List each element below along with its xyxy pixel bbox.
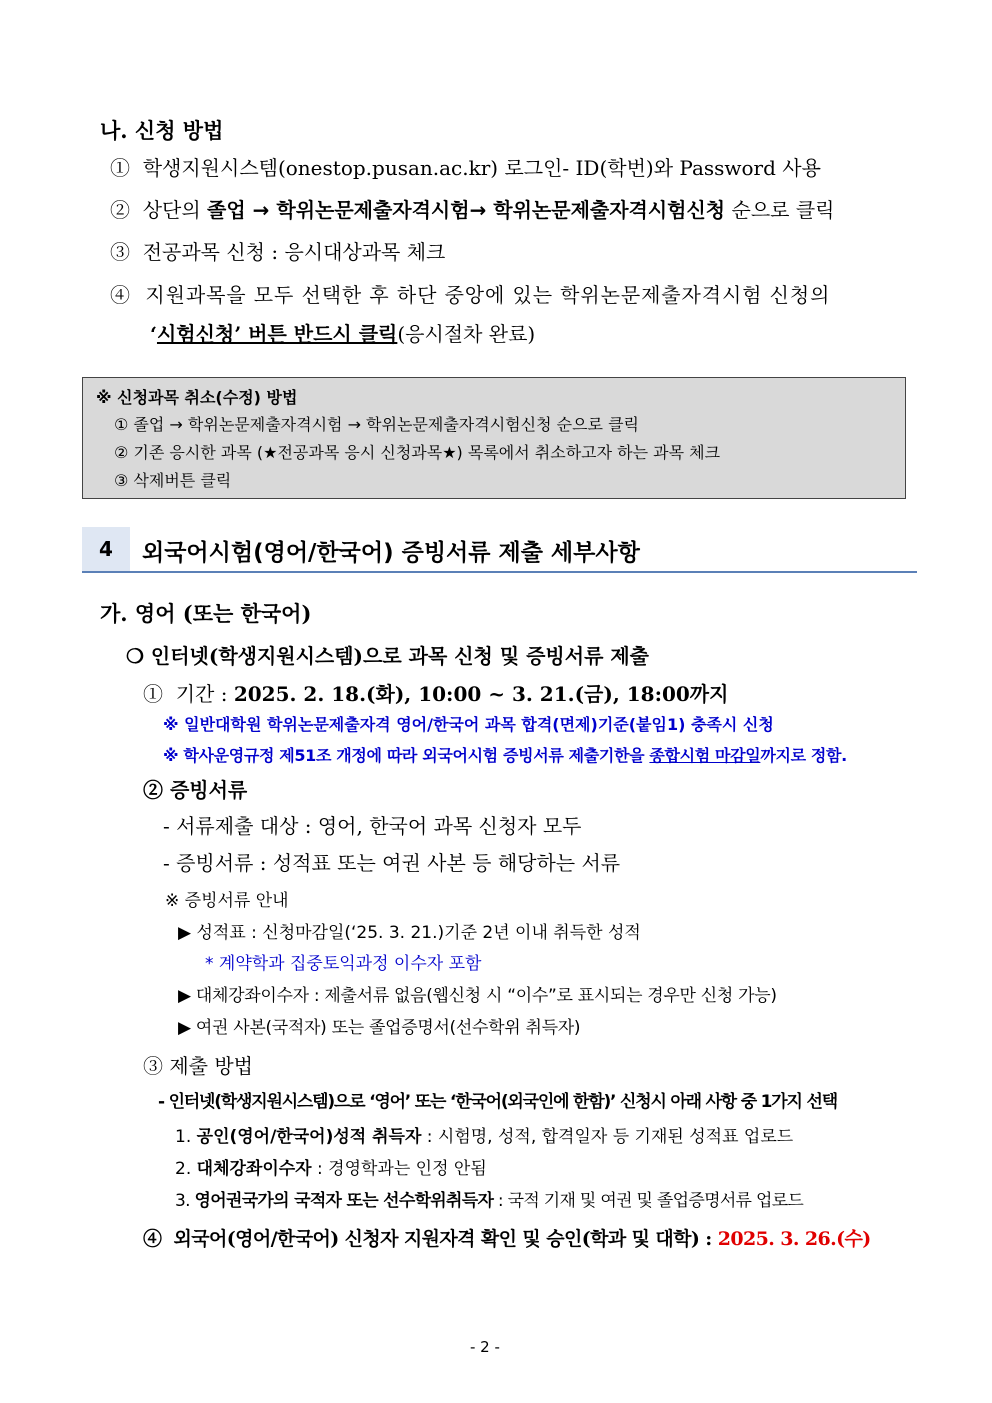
english-heading: 가. 영어 (또는 한국어) [100, 601, 312, 626]
method-heading: 나. 신청 방법 [100, 118, 224, 143]
cancel-box-item: ② 기존 응시한 과목 (★전공과목 응시 신청과목★) 목록에서 취소하고자 하는 과목 체크 [114, 443, 721, 462]
submit-option: 3. 영어권국가의 국적자 또는 선수학위취득자 : 국적 기재 및 여권 및 졸업증명서류 업로드 [175, 1191, 804, 1211]
approval-line: ④ 외국어(영어/한국어) 신청자 지원자격 확인 및 승인(학과 및 대학) : 2025. 3. 26.(수) [143, 1228, 871, 1250]
section-divider [82, 571, 917, 573]
english-bullet: ❍ 인터넷(학생지원시스템)으로 과목 신청 및 증빙서류 제출 [126, 644, 649, 668]
docs-guide-note: * 계약학과 집중토익과정 이수자 포함 [205, 954, 482, 974]
docs-target: - 서류제출 대상 : 영어, 한국어 과목 신청자 모두 [163, 814, 582, 838]
docs-guide-item: ▶ 성적표 : 신청마감일(‘25. 3. 21.)기준 2년 이내 취득한 성적 [178, 923, 641, 943]
cancel-box-item: ① 졸업 → 학위논문제출자격시험 → 학위논문제출자격시험신청 순으로 클릭 [114, 415, 639, 434]
cancel-box-item: ③ 삭제버튼 클릭 [114, 471, 232, 490]
submit-option: 1. 공인(영어/한국어)성적 취득자 : 시험명, 성적, 합격일자 등 기재된 성적표 업로드 [175, 1127, 794, 1147]
docs-guide-item: ▶ 여권 사본(국적자) 또는 졸업증명서(선수학위 취득자) [178, 1018, 581, 1038]
docs-guide-item: ▶ 대체강좌이수자 : 제출서류 없음(웹신청 시 “이수”로 표시되는 경우만 신청 가능) [178, 986, 777, 1006]
submit-instruction: - 인터넷(학생지원시스템)으로 ‘영어’ 또는 ‘한국어(외국인에 한함)’ 신청시 아래 사항 중 1가지 선택 [158, 1092, 837, 1112]
method-item-2: ② 상단의 졸업 → 학위논문제출자격시험→ 학위논문제출자격시험신청 순으로 클릭 [110, 198, 835, 222]
docs-guide-title: ※ 증빙서류 안내 [165, 891, 289, 911]
cancel-box-title: ※ 신청과목 취소(수정) 방법 [96, 388, 298, 407]
submit-heading: ③ 제출 방법 [143, 1054, 253, 1078]
page-number: - 2 - [470, 1338, 500, 1356]
docs-heading: ② 증빙서류 [143, 778, 248, 802]
method-item-1: ① 학생지원시스템(onestop.pusan.ac.kr) 로그인- ID(학번)와 Password 사용 [110, 156, 821, 180]
period-line: ① 기간 : 2025. 2. 18.(화), 10:00 ~ 3. 21.(금), 18:00까지 [143, 682, 729, 706]
method-item-4: ④ 지원과목을 모두 선택한 후 하단 중앙에 있는 학위논문제출자격시험 신청의 [110, 283, 831, 307]
note-criteria: ※ 일반대학원 학위논문제출자격 영어/한국어 과목 합격(면제)기준(붙임1) 충족시 신청 [163, 715, 774, 734]
note-deadline: ※ 학사운영규정 제51조 개정에 따라 외국어시험 증빙서류 제출기한을 종합시험 마감일까지로 정함. [163, 746, 847, 765]
section-title: 외국어시험(영어/한국어) 증빙서류 제출 세부사항 [142, 540, 640, 566]
method-item-3: ③ 전공과목 신청 : 응시대상과목 체크 [110, 240, 446, 264]
submit-option: 2. 대체강좌이수자 : 경영학과는 인정 안됨 [175, 1159, 487, 1179]
docs-list: - 증빙서류 : 성적표 또는 여권 사본 등 해당하는 서류 [163, 851, 621, 875]
method-item-4-cont: ‘시험신청’ 버튼 반드시 클릭(응시절차 완료) [150, 322, 536, 346]
section-number: 4 [82, 527, 130, 571]
